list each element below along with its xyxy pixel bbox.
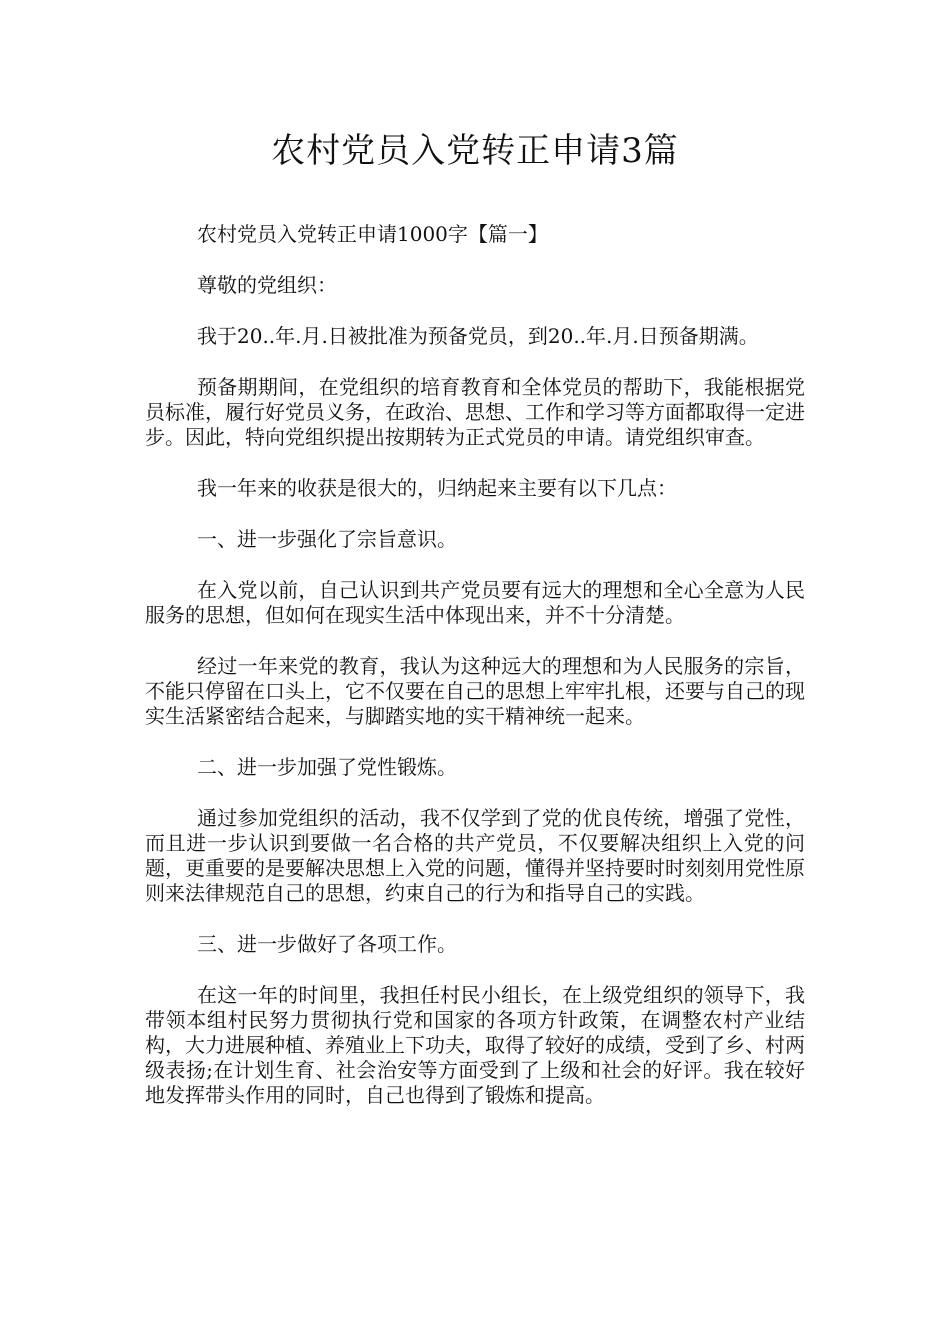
salutation: 尊敬的党组织： — [197, 273, 337, 297]
point-heading-one: 一、进一步强化了宗旨意识。 — [197, 527, 457, 551]
paragraph: 我于20..年.月.日被批准为预备党员，到20..年.月.日预备期满。 — [197, 324, 759, 348]
point-heading-two: 二、进一步加强了党性锻炼。 — [197, 755, 457, 779]
point-heading-three: 三、进一步做好了各项工作。 — [197, 932, 457, 956]
paragraph: 经过一年来党的教育，我认为这种远大的理想和为人民服务的宗旨，不能只停留在口头上，它不仅要在自己的思想上牢牢扎根，还要与自己的现实生活紧密结合起来，与脚踏实地的实干精神统一起来。 — [145, 654, 805, 728]
paragraph: 预备期期间，在党组织的培育教育和全体党员的帮助下，我能根据党员标准，履行好党员义务，在政治、思想、工作和学习等方面都取得一定进步。因此，特向党组织提出按期转为正式党员的申请。请党组织审查。 — [145, 375, 805, 449]
document-title: 农村党员入党转正申请3篇 — [271, 131, 679, 171]
document-body — [145, 222, 805, 1134]
paragraph: 在入党以前，自己认识到共产党员要有远大的理想和全心全意为人民服务的思想，但如何在现实生活中体现出来，并不十分清楚。 — [145, 578, 805, 627]
section-heading-part-one: 农村党员入党转正申请1000字【篇一】 — [197, 222, 548, 246]
paragraph: 通过参加党组织的活动，我不仅学到了党的优良传统，增强了党性，而且进一步认识到要做一名合格的共产党员，不仅要解决组织上入党的问题，更重要的是要解决思想上入党的问题，懂得并坚持要时时刻刻用党性原则来法律规范自己的思想，约束自己的行为和指导自己的实践。 — [145, 806, 805, 905]
paragraph: 在这一年的时间里，我担任村民小组长，在上级党组织的领导下，我带领本组村民努力贯彻执行党和国家的各项方针政策，在调整农村产业结构，大力进展种植、养殖业上下功夫，取得了较好的成绩，受到了乡、村两级表扬;在计划生育、社会治安等方面受到了上级和社会的好评。我在较好地发挥带头作用的同时，自己也得到了锻炼和提高。 — [145, 983, 805, 1107]
paragraph: 我一年来的收获是很大的，归纳起来主要有以下几点： — [197, 476, 677, 500]
